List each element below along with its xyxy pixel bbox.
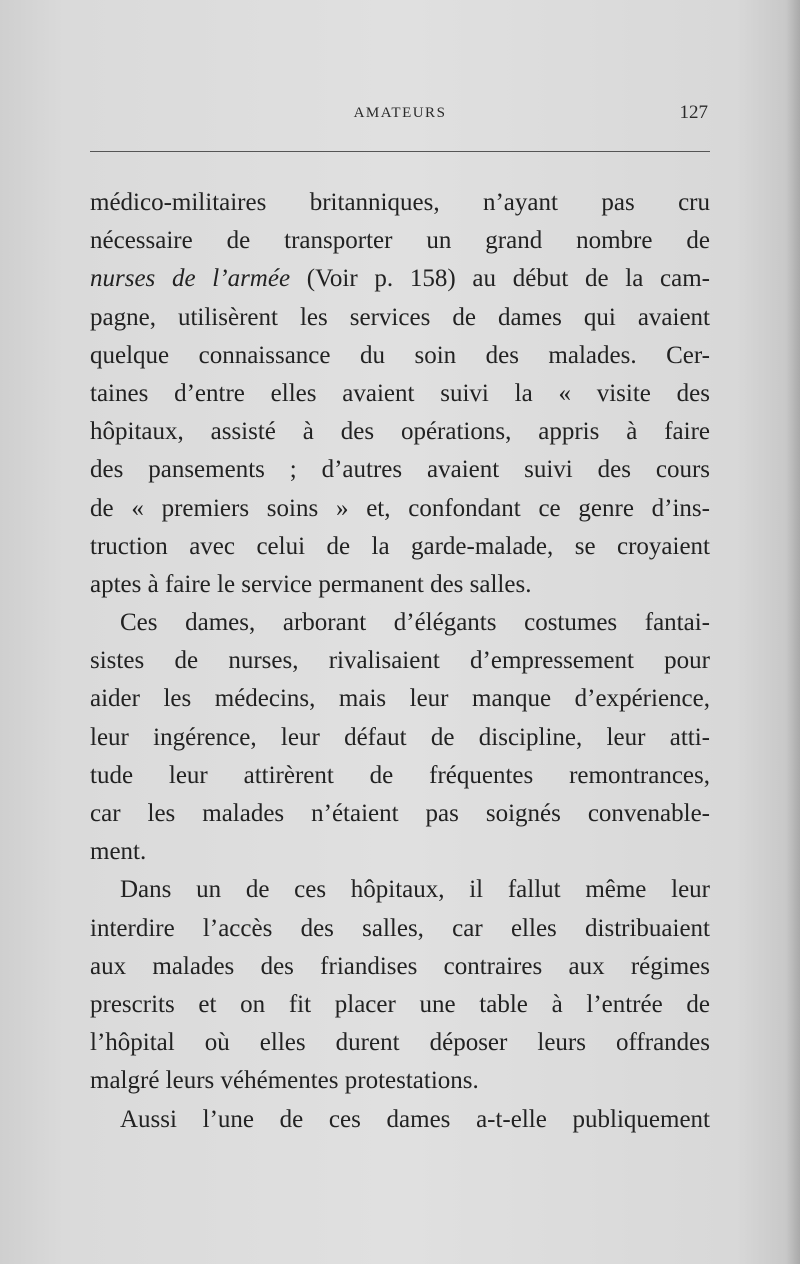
text-line: l’hôpital où elles durent déposer leurs offrandes: [90, 1029, 710, 1057]
text-line: prescrits et on fit placer une table à l’entrée de: [90, 990, 710, 1018]
text-line: taines d’entre elles avaient suivi la « visite des: [90, 379, 710, 407]
page-number: 127: [679, 102, 708, 123]
body-text: [90, 184, 710, 1139]
text-line: hôpitaux, assisté à des opérations, appris à faire: [90, 418, 710, 446]
text-line: interdire l’accès des salles, car elles distribuaient: [90, 914, 710, 942]
text-line: quelque connaissance du soin des malades. Cer-: [90, 341, 710, 369]
text-line: malgré leurs véhémentes protestations.: [90, 1067, 479, 1095]
paragraph-3: [90, 871, 710, 1100]
text-line: leur ingérence, leur défaut de discipline, leur atti-: [90, 723, 710, 751]
text-line: car les malades n’étaient pas soignés convenable-: [90, 800, 710, 827]
text-line: tude leur attirèrent de fréquentes remontrances,: [90, 761, 710, 789]
text-line: nécessaire de transporter un grand nombre de: [90, 227, 710, 255]
text-line: des pansements ; d’autres avaient suivi des cours: [90, 456, 710, 484]
paragraph-4: [90, 1101, 710, 1139]
text-line: de « premiers soins » et, confondant ce genre d’ins-: [90, 494, 710, 522]
text-line: truction avec celui de la garde-malade, se croyaient: [90, 532, 710, 560]
text-line: médico-militaires britanniques, n’ayant pas cru: [90, 189, 710, 216]
text-line: sistes de nurses, rivalisaient d’empressement pour: [90, 647, 710, 675]
italic-phrase: nurses de l’armée: [90, 265, 291, 293]
text-line: aptes à faire le service permanent des salles.: [90, 570, 532, 598]
running-head: AMATEURS: [353, 105, 447, 121]
text-segment: (Voir p. 158) au début de la cam-: [290, 265, 710, 293]
text-line: Ces dames, arborant d’élégants costumes fantai-: [120, 609, 710, 637]
paragraph-1: [90, 184, 710, 604]
text-line: pagne, utilisèrent les services de dames qui avaient: [90, 303, 710, 331]
page-header: [90, 102, 710, 129]
text-line: aux malades des friandises contraires aux régimes: [90, 952, 710, 980]
text-line: ment.: [90, 838, 147, 866]
text-line: Aussi l’une de ces dames a-t-elle publiquement: [120, 1105, 710, 1133]
text-line: aider les médecins, mais leur manque d’expérience,: [90, 685, 710, 713]
text-line: [90, 260, 710, 298]
header-rule: [90, 151, 710, 152]
text-line: Dans un de ces hôpitaux, il fallut même leur: [120, 876, 710, 904]
page-edge-shadow: [786, 0, 800, 1264]
paragraph-2: [90, 604, 710, 871]
